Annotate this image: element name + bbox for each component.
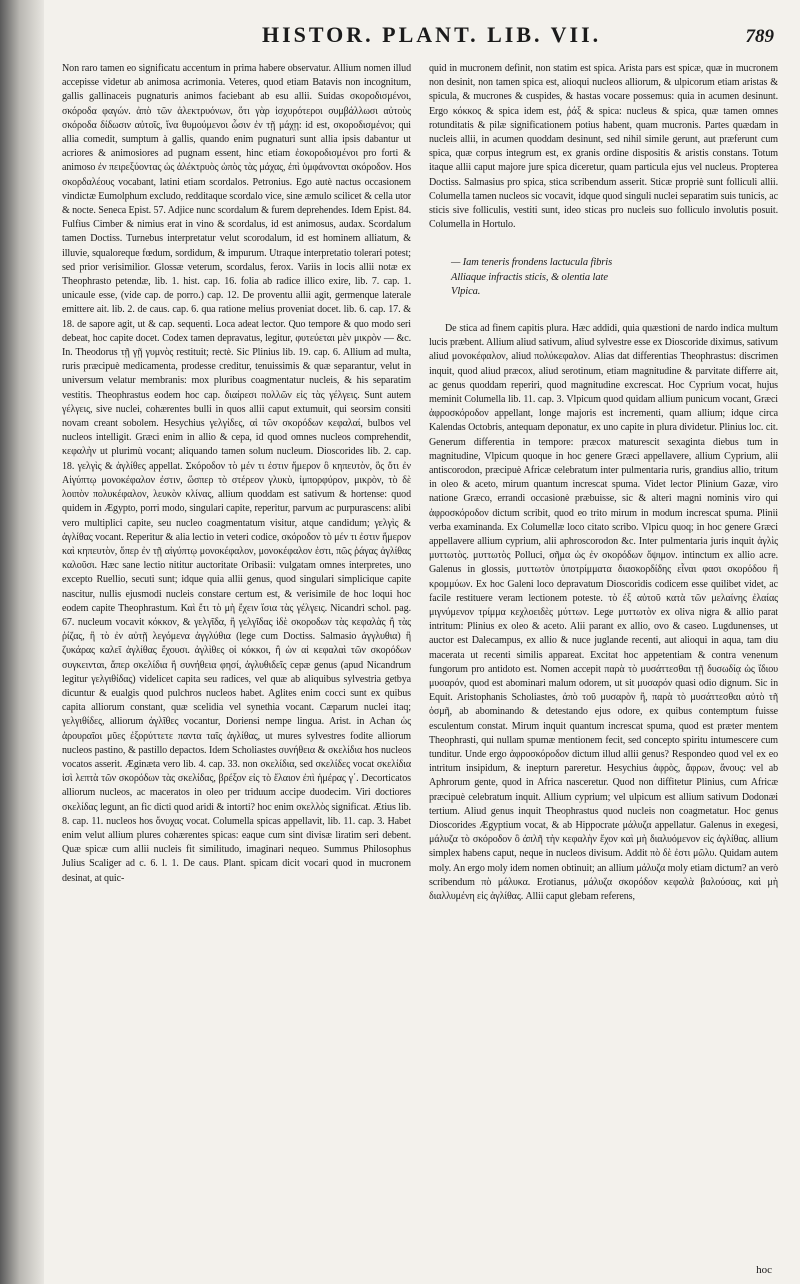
page-number: 789 [745,26,774,47]
text-columns [62,62,778,904]
left-column-text: Non raro tamen eo significatu accentum in prima habere observatur. Allium nomen illud accepisse videtur ab animosa acrimonia. Veteres, quod etiam Batavis non incognitum, gallis gallinaceis pugnaturis animos faciebant ab esu allii. Suidas σκοροδισμένοι, σκόροδα φαγών. ἀπὸ τῶν ἀλεκτρυόνων, ὅτι γὰρ ἰσχυρότεροι συμβάλλωσι αὐτοὺς σκόροδα δίδωσιν αὐτοῖς, ἵνα θυμούμενοι ὦσιν ἐν τῇ μάχῃ: id est, σκοροδισμένοι; qui allia comedit, sumptum à gallis, quando enim pugnaturi sunt allia ipsis dabantur ut acriores & animosiores ad pugnam essent, hinc etiam ἐσκοροδισμένοι pro forti & animoso ἐν πειρεξύοντας ὡς ἀλέκτρυὸς ὡπὸς τὰς μάχας, ἐπὶ ὑμφάνονται σκόροδον. Hos σκορδαλέους vocabant, latini etiam scordalos. Petronius. Ego autè nactus occasionem vindictæ Eumolphum excludo, redditaque scordalo vice, sine æmulo scilicet & cella utor & nocte. Seneca Epist. 57. Adjice nunc scordalum & furem deprehendes. Idem Epist. 84. Fulfius Cimber & nimius erat in vino & scordalus, id est animosus, audax. Scordalum tamen Doctiss. Turnebus interpretatur velut scorodalum, id est hominem alliatum, & illuvie, squaloreque fœdum, sordidum, & impurum. Utraque interpretatio tolerari potest; sed prior verisimilior. Glossæ veterum, scordalus, ferox. Variis in locis allii notæ ex Theophrasto petendæ, lib. 1. hist. cap. 16. folia ab radice illico exire, lib. 7. cap. 1. unicaule esse, (vide cap. de porro.) cap. 12. De proventu allii agit, germenque laterale emittere ait. lib. 2. de caus. cap. 6. qua ratione melius proveniat docet. lib. 6. cap. 17. & 18. de sapore agit, ut & cap. sequenti. Loca adeat lector. Quo tempore & quo modo seri debeat, hoc capite docet. Codex tamen depravatus, legitur, φυτεύεται μὲν μικρὸν — &c. In. Theodorus τῇ γῇ γυμνὸς restituit; rectè. Sic Plinius lib. 19. cap. 6. Allium ad multa, ruris præcipuè medicamenta, prodesse creditur, tenuissimis & quæ separantur, velut in universum velatur membranis: mox pluribus coagmentatur nucleis, & his separatim vestitis. Theophrastus eodem hoc cap. διαίρεσι πολλῶν εἰς τὰς γέλγεις. Sunt autem γέλγεις, sive nuclei, cohærentes bulli in quos allii caput extumuit, qui seorsim consiti novam creant sobolem. Hesychius γελγίδες, αἱ τῶν σκορόδων κεφαλαί, bulbos vel nucleos intelligit. Græci enim in allio & cepa, id quod omnes nucleos comprehendit, κεφαλὴν ut plurimù vocant; aliquando tamen solum nucleum. Dioscorides lib. 2. cap. 18. γελγὶς & ἀγλίθες appellat. Σκόροδον τὸ μέν τι ἐστιν ἥμερον ὃ κηπευτὸν, ὃς ὅτι ἐν Αἰγύπτῳ μονοκέφαλον ἐστιν, ὥσπερ τὸ στέρεον γλυκὺ, ἰμπορφύρον, μικρὸν, τὸ δὲ λοιπὸν πολυκέφαλον, λευκὸν κλίνας, allium quoddam est sativum & hortense: quod quidem in Ægypto, porri modo, singulari capite, reperitur, parvum ac purpurascens: alibi vero multiplici capite, seu nucleo coagmentatum visitur, atque candidum; γελγὶς & ἀγλίθας vocant. Reperitur & alia lectio in veteri codice, σκόροδον τὸ μέν τι ἐστιν ἥμερον καὶ κηπευτὸν, ὅπερ ἐν τῇ αἰγύπτῳ μονοκέφαλον, μονοκέφαλον ἐστι, πῶς ῥάγας ἀγλίθας καλοῦσι. Hæc sane lectio nititur auctoritate Oribasii: vulgatam omnes interpretes, uno excepto Ruellio, secuti sunt; idque quia allii genus, quod singulari simplicique capite nascitur, nullis ejusmodi nucleis constare certum est, & verisimile de hoc loqui hoc eodem capite Theophrastum. Καὶ ἔτι τὸ μὴ ἔχειν ἴσια τὰς γέλγεις. Nicandri schol. pag. 67. nucleum vocavit κόκκον, & γελγῖδα, ἢ γελγῖδας ἰδὲ σκοροδων τὰς κεφαλὰς ἢ τὰς ῥίζας, ἢ τὸ ἐν αὐτῇ λεγόμενα ἀγγλύθια (lege cum Doctiss. Salmasio ἀγγλυθια) ἢ ζυκάρας καλεῖ ἀγλίθας ἔχουσι. ἀγλὶθες οἱ κόκκοι, ἢ ὡν αἱ κεφαλαὶ τῶν σκορόδων συγκεινται, ἅπερ σκελίδια ἢ συνήθεια φησί, ἀγλυθιδεῖς cepæ genus (apud Nicandrum legitur γελγιθίδας) videlicet capita seu radices, vel quæ ab aliquibus sylvestria getbya dicuntur & eualgis quod pulchros nucleos habet. Aglites enim cocci sunt ex quibus capita alliorum constant, quæ scelidia vel synethia vocant. Cæparum nuclei itaq; γελγιθίδες, alliorum ἀγλῖθες vocantur, Doriensi nempe lingua. Arist. in Achan ὡς ἀρουραῖοι μῦες ἐξορύττετε παντα ταῖς ἀγλίθας, ut mures sylvestres fodite alliorum nucleos pastino, & pastillo depactos. Idem Scholiastes συνήθεια & σκελίδια hos nucleos vocatos asserit. Æginæta vero lib. 4. cap. 33. non σκελίδια, sed σκελίδες vocat σκελίδια ἰσὶ λεπτὰ τῶν σκορόδων τὰς σκελίδας, βρέξον εἰς τὸ ἔλαιον ἐπὶ ἡμέρας γ΄. Decorticatos alliorum nucleos, ac maceratos in oleo per triduum accipe duodecim. Viri doctiores σκελίδας legunt, an fic dicti quod aridi & intorti? hoc enim σκελλὸς significat. Ætius lib. 8. cap. 11. nucleos hos ὄνυχας vocat. Columella spicas appellavit, lib. 11. cap. 3. Habet enim velut allium plures cohærentes spicas: eaque cum sint divisæ liratim seri debent. Quæ spicæ cum allii nucleis fit similitudo, imaginari nequeo. Summus Philosophus Julius Scaliger ad c. 6. l. 1. De caus. Plant. spicam dicit vocari quod in mucronem desinat, at quic- [62,63,411,884]
verse-line-1: — Iam teneris frondens lactucula fibris [451,257,613,269]
book-gutter-shadow [0,0,44,1284]
verse-quotation [451,256,778,300]
right-paragraph-1: quid in mucronem definit, non statim est spica. Arista pars est spicæ, quæ in mucronem non desinit, non tamen spica est, alioqui nucleos alliorum, & ulpicorum etiam aristas & spicula, & mucrones & cuspides, & hastas vocare possemus: quia in acumen desinunt. Ergo κόκκος & spica idem est, ῥάξ & spica: nucleus & spica, quæ tamen omnes rotunditatis & pilæ significationem potius habent, quam mucronis. Partes quædam in nucleis allii, in acumen quoddam desinunt, sed nihil simile gerunt, aut præferunt cum spica, quæ corpus integrum est, ex granis ordine dispositis & aristis constans. Totum itaque allii caput majore jure spica diceretur, quam particula ejus vel nucleus. Propterea Doctiss. Salmasius pro spica, stica scribendum asserit. Sticæ propriè sunt folliculi allii. Columella tamen nucleos sic vocavit, idque quod singuli nuclei separatim suis tunicis, ac sticis sive folliculis, vestiti sunt, ideo sticas pro nucleis suo folliculo involutis posuit. Columella in Hortulo. [429,63,778,231]
verse-line-3: Vlpica. [451,286,481,298]
catchword: hoc [756,1264,772,1276]
running-head: HISTOR. PLANT. LIB. VII. [262,22,602,47]
page-header [62,22,778,62]
verse-line-2: Alliaque infractis sticis, & olentia late [451,271,608,283]
right-column [429,62,778,904]
right-paragraph-2: De stica ad finem capitis plura. Hæc addidi, quia quæstioni de nardo indica multum lucis præbent. Allium aliud sativum, aliud sylvestre esse ex Dioscoride diximus, sativum aliud μονοκέφαλον, aliud πολύκεφαλον. Alias dat differentias Theophrastus: discrimen inquit, quod aliud præcox, aliud serotinum, etiam magnitudine & parvitate differre ait, ac genus quoddam reperiri, quod magnitudine excrescat. Hoc Cyprium vocat, hujus meminit Columella lib. 11. cap. 3. Vlpicum quod quidam allium punicum vocant, Græci ἀφροσκόροδον appellant, longe majoris est incrementi, quam allium; idque circa Kalendas Octobris, antequam deponatur, ex uno capite in plura dividetur. Plinius loc. cit. Generum differentia in tempore: præcox maturescit sexaginta diebus tum in magnitudine, Vlpicum quoque in hoc genere Græci appellavere, allium Cyprium, alii antiscorodon, præcipuè Africæ celebratum inter pulmentaria ruris, grandius allio, tritum in oleo & aceto, mirum quantum increscat spuma. Videt lector Plinium Gazæ, viro natione Græco, errandi occasionè præbuisse, sic & alteri magni nominis viro qui ἀφροσκόροδον dictum scribit, quod eo trito mirum in modum increscat spuma. Plinii verba examinanda. Ex Columellæ loco citato scribo. Vlpicu quoq; in hoc genere Græci appellavere allium cyprium, alii aphroscorodon &c. Inter pulmentaria juris inquit ἀγλὶς μυττωτὸς. μυττωτὸς Polluci, σῆμα ὡς ἐν σκορόδων ὄψιμον. intinctum ex allio acre. Galenus in glossis, μυττωτὸν ὑποτρίμματα διασκορδίδης εἶναι φασι σκορόδου ἢ κρομμύων. Ex hoc Galeni loco depravatum Dioscoridis codicem esse quilibet videt, ac facile restituere veram lectionem poteste. τὸ ἐξ αὐτοῦ κατὰ τῶν μελαίνης ἐλαίας μιγνύμενον τρίμμα κεχλοειδὲς μύττων. Lege μυττωτὸν ex oliva nigra & allio parat intritum: Plinius ex oleo & aceto. Alii parant ex allio, ovo & caseo. Lugdunenses, ut auctor est Dalecampus, ex allio & nuce juglande recenti, aut alioqui in aqua, tam diu macerata ut recenti similis appareat. Excitat hoc appetentiam & contra venenum fungorum pro antidoto est. Nomen accepit παρὰ τὸ μυσάττεσθαι τῇ δυσωδίᾳ ὡς ἴδιου μυσαρόν, quod est abominari malum odorem, ut sit μυσαρόν quasi odio dignum. Sic in Equit. Aristophanis Scholiastes, ἀπὸ τοῦ μυσαρὸν ἢ, παρὰ τὸ μυσάττεσθαι αὐτὸ τῆ ὀσμῆ, ab abominando & detestando ejus odore, ex quibus contemptum fuisse esculentum constat. Mirum inquit quantum increscat spuma, quod est præter mentem Theophrasti, qui nullam spumæ mentionem fecit, sed concepto spiritu intumescere cum tunditur. Unde ergo ἀφροσκόροδον dictum illud allii genus? Respondeo quod vel ex eo intritum insipidum, & inepturn pareretur. Hesychius ἀφρὸς, ἄφρων, ἄνους: vel ab Aphrorum gente, quod in Africa nasceretur. Quod non diffitetur Plinius, cum Africæ præcipuè celebratum inquit. Allium cyprium; vel ulpicum est allium sativum Dodonæi tertium. Aliud genus inquit Theophrastus quod nucleis non coagmetatur. Hoc genus Dioscorides Ægyptium vocat, & ab Hippocrate μάλυζα appellatur. Galenus in exegesi, μάλυζα τὸ σκόροδον ὃ ἀπλῆ τὴν κεφαλὴν ἔχον καὶ μὴ διαλυόμενον εἰς ἀγλίθας. allium simplex habens caput, neque in nucleos divisum. Addit πὸ δὲ ἐστι μῶλυ. Quidam autem moly. An ergo moly idem nomen obtinuit; an allium μάλυζα moly etiam dictum? an verò scribendum πὸ μάλυκα. Erotianus, μάλυζα σκορόδον κεφαλὰ βαλούσας, καὶ μὴ διαλλυμένη εἰς ἀγλίθας. Allii caput glebam referens, [429,322,778,903]
left-column [62,62,411,904]
